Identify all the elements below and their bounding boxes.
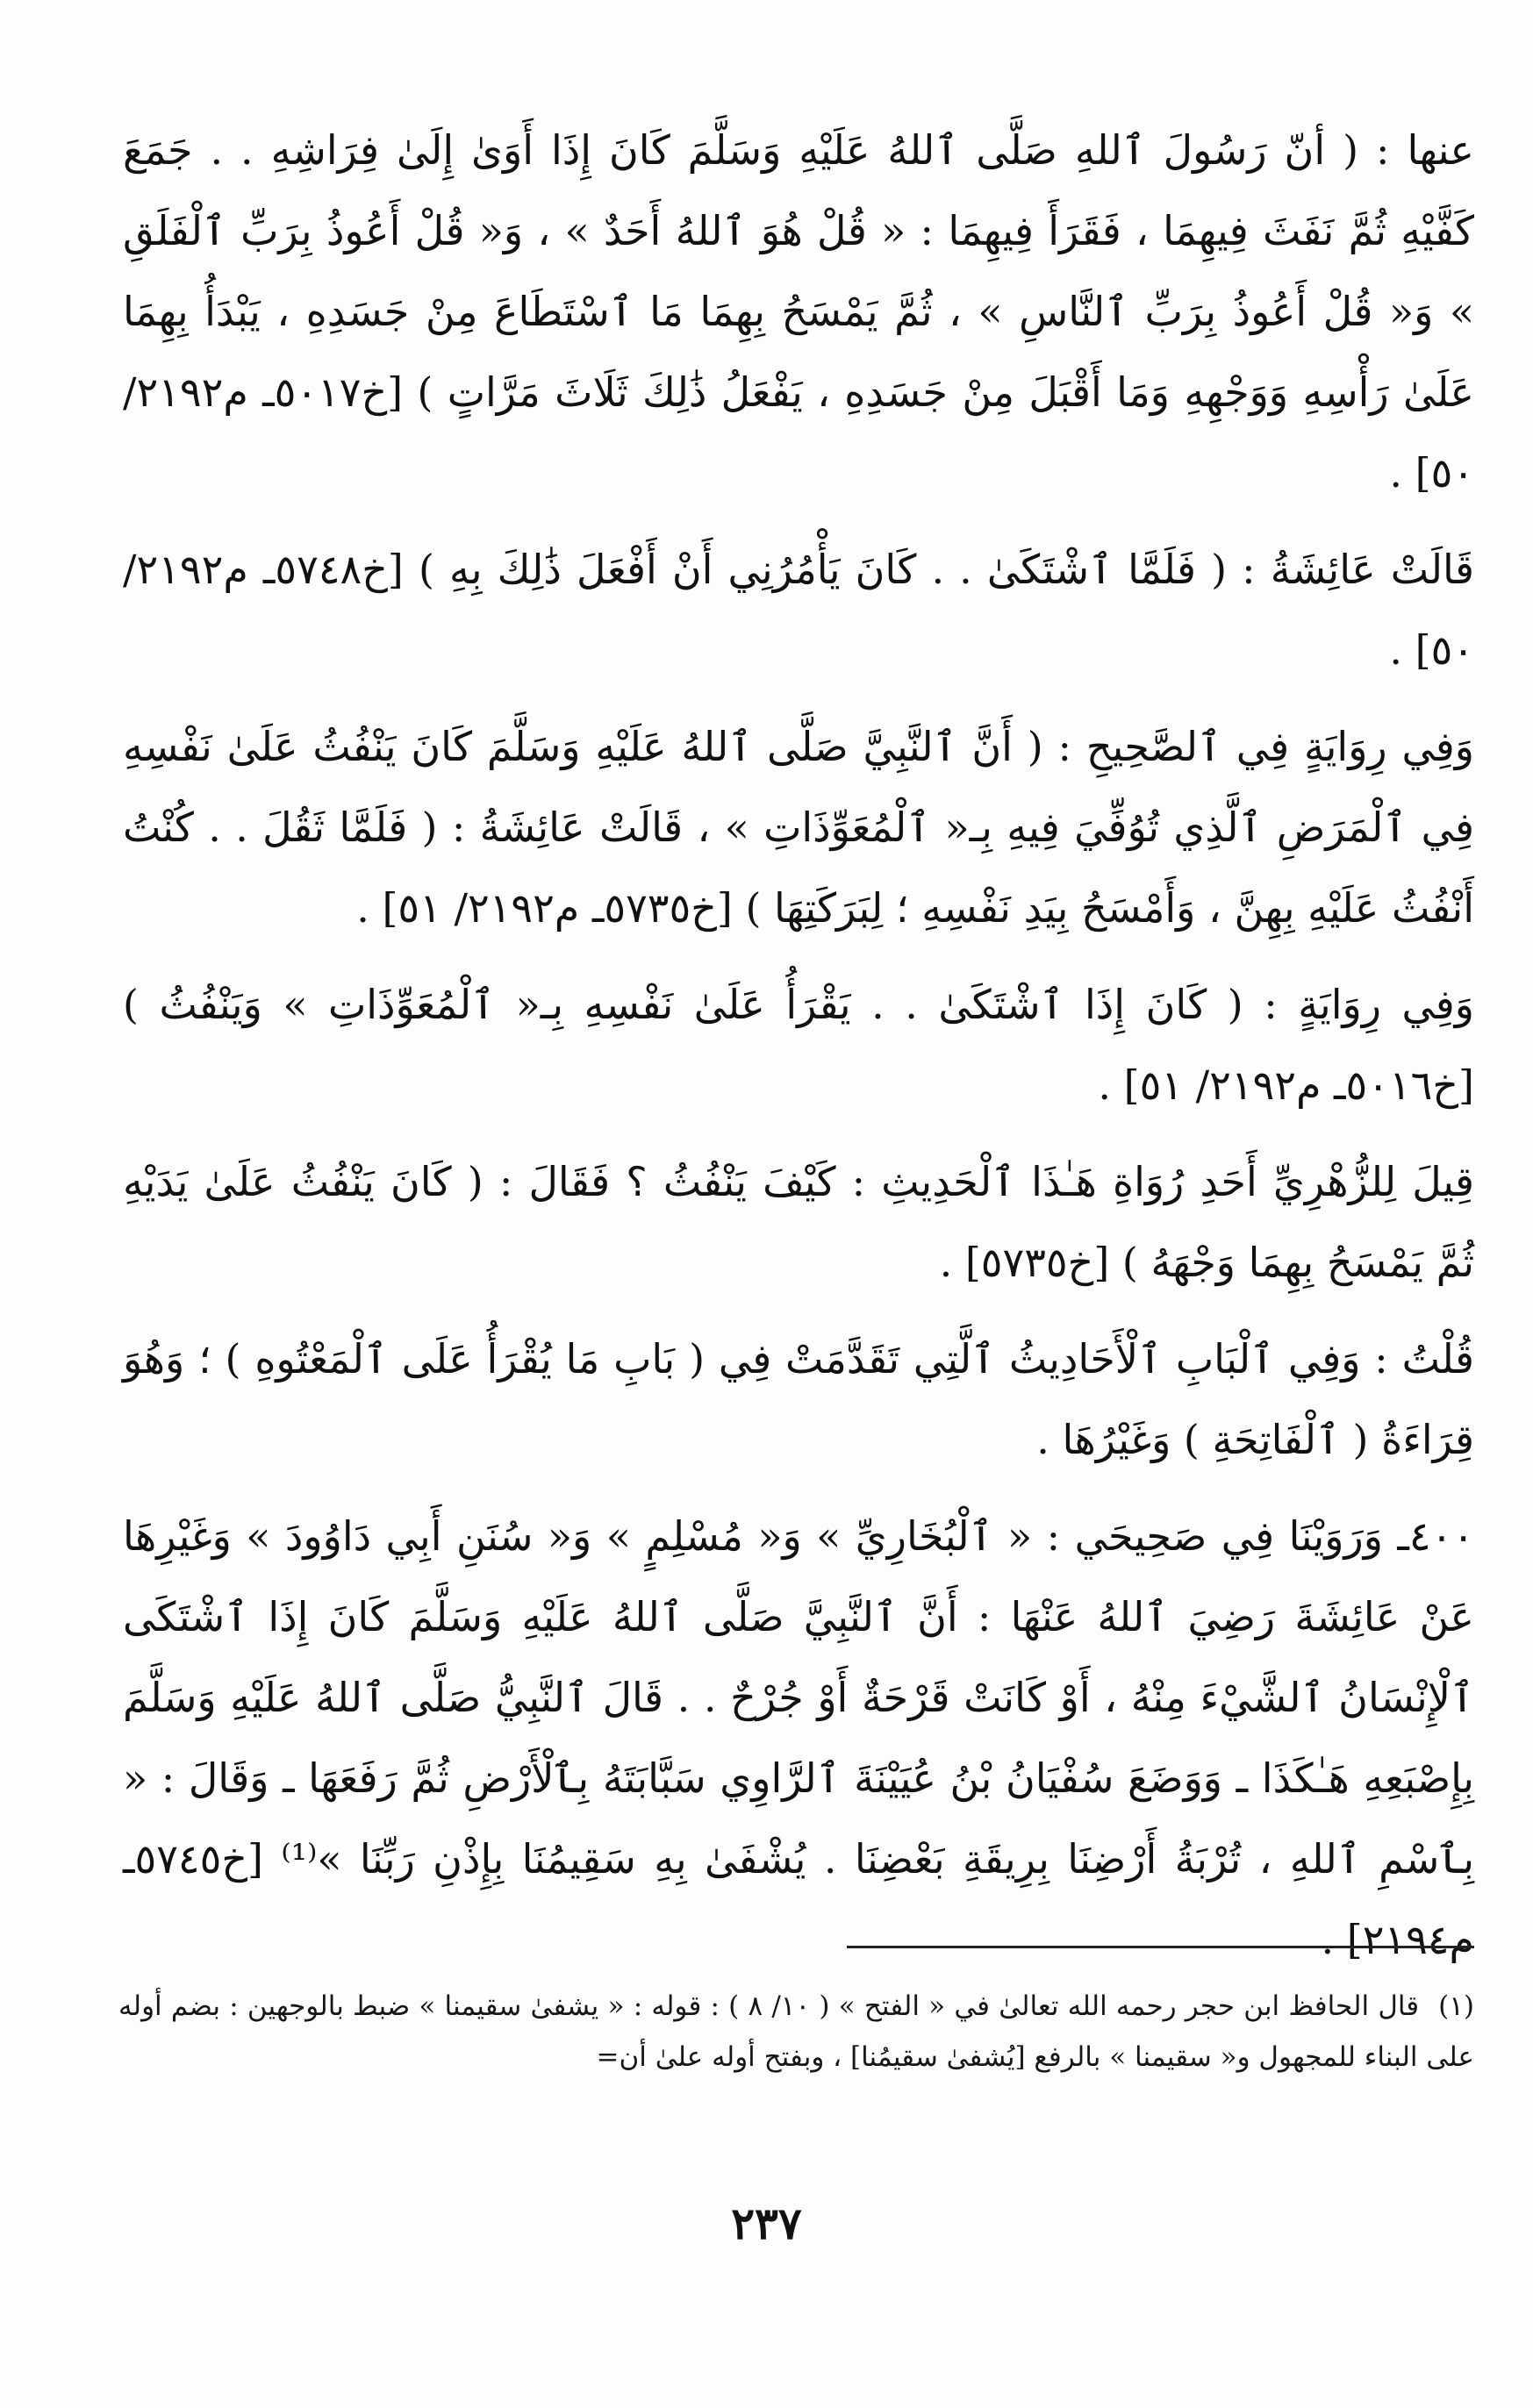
paragraph-qultu-note: قُلْتُ : وَفِي ٱلْبَابِ ٱلْأَحَادِيثُ ٱلَّتِي تَقَدَّمَتْ فِي ( بَابِ مَا يُقْرَأُ عَلَى ٱلْمَعْتُوهِ ) ؛ وَهُوَ قِرَاءَةُ ( ٱلْفَاتِحَةِ ) وَغَيْرُهَا .: [123, 1335, 1474, 1463]
paragraph-aisha-ishtaka: قَالَتْ عَائِشَةُ : ( فَلَمَّا ٱشْتَكَىٰ . . كَانَ يَأْمُرُنِي أَنْ أَفْعَلَ ذَٰلِكَ بِهِ ) [خ٥٧٤٨ـ م٢١٩٢/ ٥٠] .: [123, 546, 1474, 674]
paragraph-hadith-399-text: عنها : ( أنّ رَسُولَ ٱللهِ صَلَّى ٱللهُ عَلَيْهِ وَسَلَّمَ كَانَ إِذَا أَوَىٰ إِلَىٰ فِرَاشِهِ . . جَمَعَ كَفَّيْهِ ثُمَّ نَفَثَ فِيهِمَا ، فَقَرَأَ فِيهِمَا : « قُلْ هُوَ ٱللهُ أَحَدٌ » ، وَ« قُلْ أَعُوذُ بِرَبِّ ٱلْفَلَقِ » وَ« قُلْ أَعُوذُ بِرَبِّ ٱلنَّاسِ » ، ثُمَّ يَمْسَحُ بِهِمَا مَا ٱسْتَطَاعَ مِنْ جَسَدِهِ ، يَبْدَأُ بِهِمَا عَلَىٰ رَأْسِهِ وَوَجْهِهِ وَمَا أَقْبَلَ مِنْ جَسَدِهِ ، يَفْعَلُ ذَٰلِكَ ثَلَاثَ مَرَّاتٍ ) [خ٥٠١٧ـ م٢١٩٢/ ٥٠] .: [123, 126, 1474, 497]
main-text: [123, 110, 1474, 1963]
footnote-text: قال الحافظ ابن حجر رحمه الله تعالىٰ في « الفتح » ( ١٠/ ٨ ) : قوله : « يشفىٰ سقيمنا » ضبط بالوجهين : بضم أوله على البناء للمجهول و« سقيمنا » بالرفع [يُشفىٰ سقيمُنا] ، وبفتح أوله علىٰ أن=: [118, 1990, 1474, 2073]
footnote-divider: [847, 1946, 1474, 1948]
paragraph-narration-variant: وَفِي رِوَايَةٍ : ( كَانَ إِذَا ٱشْتَكَىٰ . . يَقْرَأُ عَلَىٰ نَفْسِهِ بِـ« ٱلْمُعَوِّذَاتِ » وَيَنْفُثُ ) [خ٥٠١٦ـ م٢١٩٢/ ٥١] .: [123, 981, 1474, 1109]
footnote-number: (١): [1438, 1990, 1474, 2022]
paragraph-hadith-400: ٤٠٠ـ وَرَوَيْنَا فِي صَحِيحَي : « ٱلْبُخَارِيِّ » وَ« مُسْلِمٍ » وَ« سُنَنِ أَبِي دَاوُودَ » وَغَيْرِهَا عَنْ عَائِشَةَ رَضِيَ ٱللهُ عَنْهَا : أَنَّ ٱلنَّبِيَّ صَلَّى ٱللهُ عَلَيْهِ وَسَلَّمَ كَانَ إِذَا ٱشْتَكَى ٱلْإِنْسَانُ ٱلشَّيْءَ مِنْهُ ، أَوْ كَانَتْ قَرْحَةٌ أَوْ جُرْحٌ . . قَالَ ٱلنَّبِيُّ صَلَّى ٱللهُ عَلَيْهِ وَسَلَّمَ بِإِصْبَعِهِ هَـٰكَذَا ـ وَوَضَعَ سُفْيَانُ بْنُ عُيَيْنَةَ ٱلرَّاوِي سَبَّابَتَهُ بِٱلْأَرْضِ ثُمَّ رَفَعَهَا ـ وَقَالَ : « بِٱسْمِ ٱللهِ ، تُرْبَةُ أَرْضِنَا بِرِيقَةِ بَعْضِنَا . يُشْفَىٰ بِهِ سَقِيمُنَا بِإِذْنِ رَبِّنَا »⁽¹⁾ [خ٥٧٤٥ـ م٢١٩٤] .: [123, 1512, 1474, 1963]
footnote: [118, 1981, 1474, 2083]
paragraph-sahih-narration: وَفِي رِوَايَةٍ فِي ٱلصَّحِيحِ : ( أَنَّ ٱلنَّبِيَّ صَلَّى ٱللهُ عَلَيْهِ وَسَلَّمَ كَانَ يَنْفُثُ عَلَىٰ نَفْسِهِ فِي ٱلْمَرَضِ ٱلَّذِي تُوُفِّيَ فِيهِ بِـ« ٱلْمُعَوِّذَاتِ » ، قَالَتْ عَائِشَةُ : ( فَلَمَّا ثَقُلَ . . كُنْتُ أَنْفُثُ عَلَيْهِ بِهِنَّ ، وَأَمْسَحُ بِيَدِ نَفْسِهِ ؛ لِبَرَكَتِهَا ) [خ٥٧٣٥ـ م٢١٩٢/ ٥١] .: [123, 723, 1474, 932]
page-number: ٢٣٧: [731, 2197, 802, 2249]
paragraph-zuhri-question: قِيلَ لِلزُّهْرِيِّ أَحَدِ رُوَاةِ هَـٰذَا ٱلْحَدِيثِ : كَيْفَ يَنْفُثُ ؟ فَقَالَ : ( كَانَ يَنْفُثُ عَلَىٰ يَدَيْهِ ثُمَّ يَمْسَحُ بِهِمَا وَجْهَهُ ) [خ٥٧٣٥] .: [123, 1158, 1474, 1286]
